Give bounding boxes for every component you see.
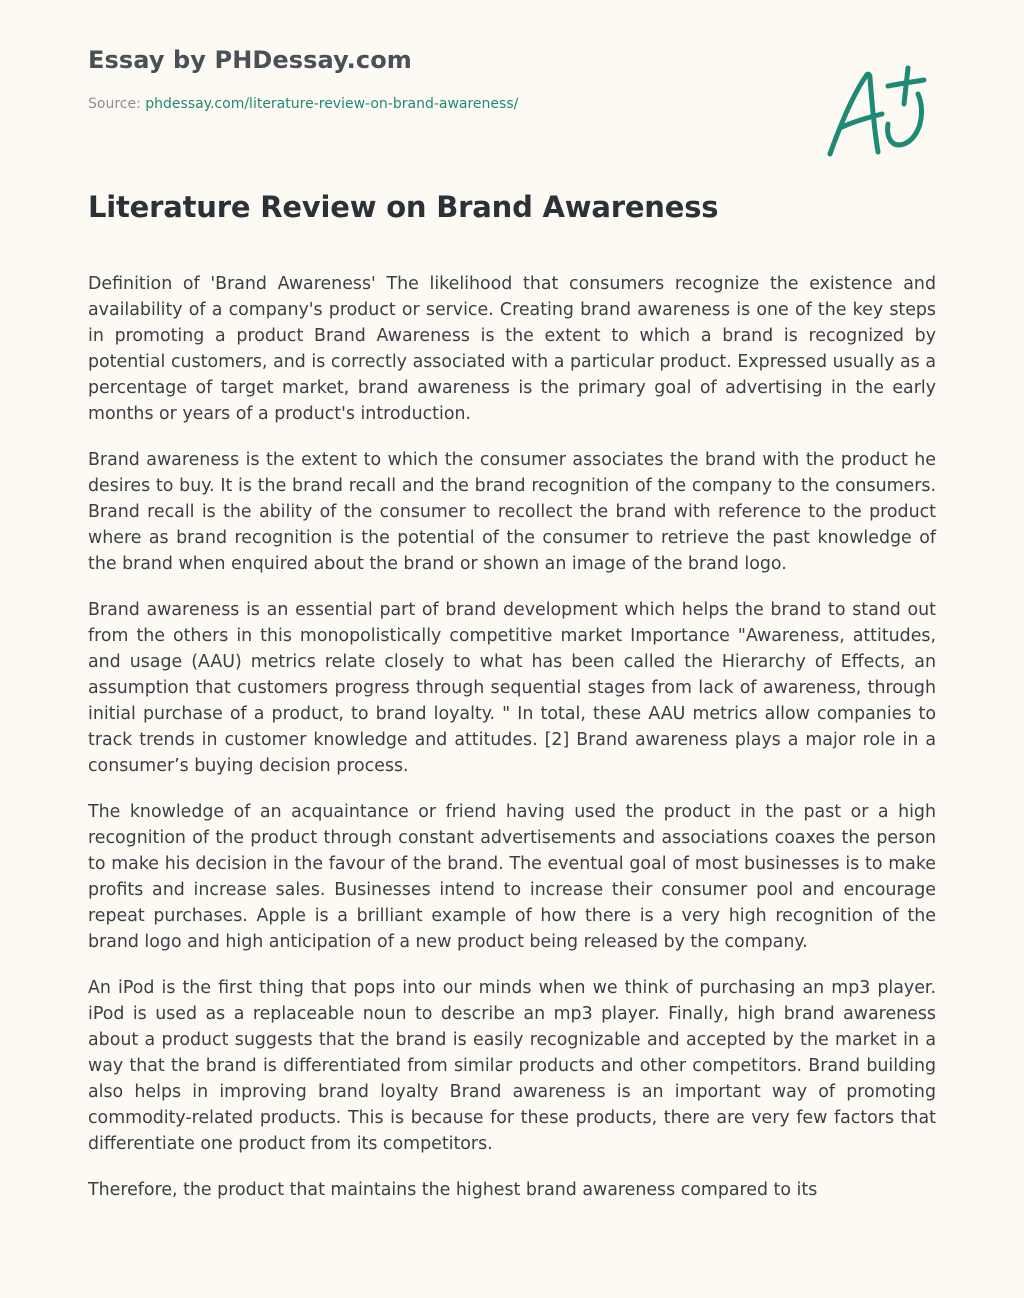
source-line <box>88 96 936 112</box>
essay-body <box>88 271 936 1223</box>
page-header <box>88 46 936 112</box>
paragraph: Brand awareness is the extent to which the consumer associates the brand with the product he desires to buy. It is the brand recall and the brand recognition of the company to the consumers. Brand recall is the ability of the consumer to recollect the brand with reference to the product where as brand recognition is the potential of the consumer to retrieve the past knowledge of the brand when enquired about the brand or shown an image of the brand logo. <box>88 450 936 574</box>
site-title: Essay by PHDessay.com <box>88 46 412 74</box>
essay-title: Literature Review on Brand Awareness <box>88 190 719 224</box>
paragraph: The knowledge of an acquaintance or friend having used the product in the past or a high recognition of the product through constant advertisements and associations coaxes the person to make his decision in the favour of the brand. The eventual goal of most businesses is to make profits and increase sales. Businesses intend to increase their consumer pool and encourage repeat purchases. Apple is a brilliant example of how there is a very high recognition of the brand logo and high anticipation of a new product being released by the company. <box>88 802 936 952</box>
source-label: Source: <box>88 96 141 112</box>
a-plus-logo-icon <box>822 64 930 164</box>
paragraph: Definition of 'Brand Awareness' The likelihood that consumers recognize the existence and availability of a company's product or service. Creating brand awareness is one of the key steps in promoting a product Brand Awareness is the extent to which a brand is recognized by potential customers, and is correctly associated with a particular product. Expressed usually as a percentage of target market, brand awareness is the primary goal of advertising in the early months or years of a product's introduction. <box>88 274 936 424</box>
paragraph: An iPod is the first thing that pops into our minds when we think of purchasing an mp3 player. iPod is used as a replaceable noun to describe an mp3 player. Finally, high brand awareness about a product suggests that the brand is easily recognizable and accepted by the market in a way that the brand is differentiated from similar products and other competitors. Brand building also helps in improving brand loyalty Brand awareness is an important way of promoting commodity-related products. This is because for these products, there are very few factors that differentiate one product from its competitors. <box>88 978 936 1154</box>
source-link[interactable]: phdessay.com/literature-review-on-brand-awareness/ <box>145 96 519 112</box>
paragraph: Brand awareness is an essential part of brand development which helps the brand to stand out from the others in this monopolistically competitive market Importance "Awareness, attitudes, and usage (AAU) metrics relate closely to what has been called the Hierarchy of Effects, an assumption that customers progress through sequential stages from lack of awareness, through initial purchase of a product, to brand loyalty. " In total, these AAU metrics allow companies to track trends in customer knowledge and attitudes. [2] Brand awareness plays a major role in a consumer’s buying decision process. <box>88 600 936 776</box>
paragraph: Therefore, the product that maintains the highest brand awareness compared to its <box>88 1180 818 1200</box>
